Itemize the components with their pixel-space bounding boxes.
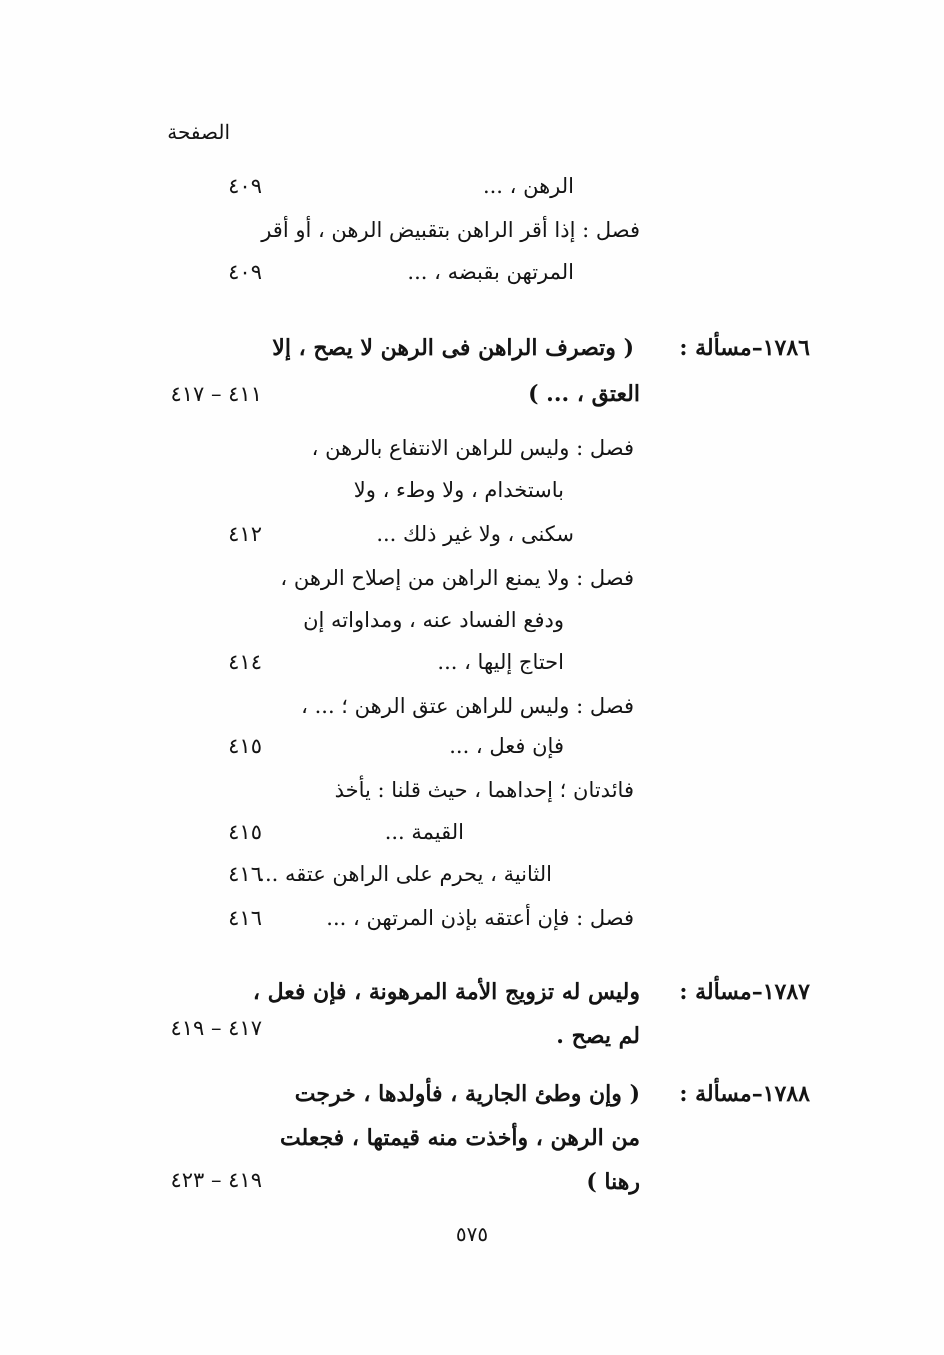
entry-line: فصل : فإن أعتقه بإذن المرتهن ، ...: [326, 906, 634, 930]
issue-number: ١٧٨٨–مسألة :: [679, 1081, 810, 1107]
entry-line: ودفع الفساد عنه ، ومداواته إن: [303, 608, 564, 632]
entry-page-number: ٤١٧ – ٤١٩: [170, 1016, 262, 1040]
entry-line: فصل : إذا أقر الراهن بتقبيض الرهن ، أو أقر: [261, 218, 640, 242]
entry-page-number: ٤٠٩: [228, 174, 262, 198]
entry-line: فصل : ولا يمنع الراهن من إصلاح الرهن ،: [280, 566, 634, 590]
entry-line: المرتهن بقبضه ، ...: [407, 260, 574, 284]
entry-line: فائدتان ؛ إحداهما ، حيث قلنا : يأخذ: [334, 778, 634, 802]
entry-page-number: ٤١٥: [228, 820, 262, 844]
entry-line: فصل : وليس للراهن عتق الرهن ؛ ... ،: [301, 694, 634, 718]
entry-line: الثانية ، يحرم على الراهن عتقه ...: [258, 862, 552, 886]
entry-line: القيمة ...: [384, 820, 464, 844]
entry-page-number: ٤١٤: [228, 650, 262, 674]
entry-page-number: ٤١٩ – ٤٢٣: [170, 1168, 262, 1192]
entry-page-number: ٤١٦: [228, 862, 262, 886]
entry-page-number: ٤١٢: [228, 522, 262, 546]
entry-line: احتاج إليها ، ...: [437, 650, 564, 674]
page-column-header: الصفحة: [167, 120, 230, 144]
entry-line: فصل : وليس للراهن الانتفاع بالرهن ،: [311, 436, 634, 460]
entry-line: فإن فعل ، ...: [449, 734, 564, 758]
footer-page-number: ٥٧٥: [455, 1222, 489, 1246]
issue-line: وليس له تزويج الأمة المرهونة ، فإن فعل ،: [252, 979, 640, 1005]
entry-line: الرهن ، ...: [482, 174, 574, 198]
entry-page-number: ٤٠٩: [228, 260, 262, 284]
entry-line: سكنى ، ولا غير ذلك ...: [376, 522, 574, 546]
entry-page-number: ٤١١ – ٤١٧: [170, 382, 262, 406]
issue-number: ١٧٨٧–مسألة :: [679, 979, 810, 1005]
issue-line: ( وتصرف الراهن فى الرهن لا يصح ، إلا: [272, 335, 634, 361]
issue-line: من الرهن ، وأخذت منه قيمتها ، فجعلت: [279, 1125, 640, 1151]
entry-page-number: ٤١٦: [228, 906, 262, 930]
entry-page-number: ٤١٥: [228, 734, 262, 758]
issue-line: رهنا ): [586, 1169, 640, 1195]
issue-line: لم يصح .: [556, 1023, 640, 1049]
issue-line: العتق ، ... ): [528, 381, 640, 407]
entry-line: باستخدام ، ولا وطء ، ولا: [353, 478, 564, 502]
issue-number: ١٧٨٦–مسألة :: [679, 335, 810, 361]
issue-line: ( وإن وطئ الجارية ، فأولدها ، خرجت: [294, 1081, 640, 1107]
